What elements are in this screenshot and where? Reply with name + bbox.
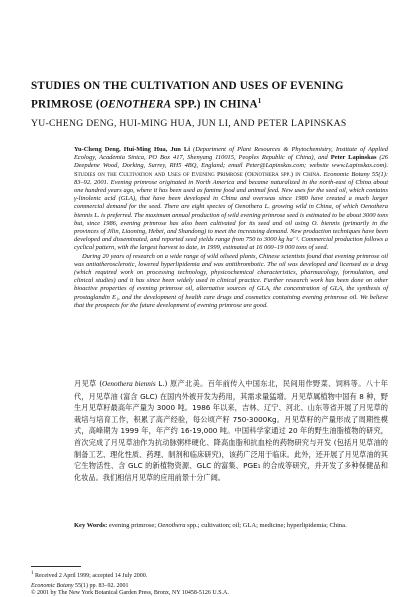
chinese-abstract xyxy=(74,378,388,483)
abstract-affiliation: (Department of Plant Resources & Phytochemistry, Institute of Applied Ecology, Academia Sinica, PO Box 417, Shenyang 110015, Peoples Republic of China), and xyxy=(74,146,388,162)
received-footnote xyxy=(31,570,391,580)
article-title xyxy=(31,79,391,113)
footnote-mark: 1 xyxy=(31,571,34,576)
cn-abstract-latin: Oenothera biennis xyxy=(102,380,156,388)
title-footnote-mark: 1 xyxy=(257,97,262,105)
journal-volume: 55(1) pp. 83–92. 2001 xyxy=(73,583,129,589)
keywords-pre: evening primrose; xyxy=(107,522,158,529)
author-line: YU-CHENG DENG, HUI-MING HUA, JUN LI, AND PETER LAPINSKAS xyxy=(31,118,347,129)
abstract-ref-title: Studies on the Cultivation and Uses of Evening Primrose (Oenothera spp.) in China. xyxy=(74,170,322,178)
abstract-paragraph-1 xyxy=(74,146,388,253)
title-genus: OENOTHERA xyxy=(99,98,172,111)
title-line-1: STUDIES ON THE CULTIVATION AND USES OF EVENING xyxy=(31,80,344,92)
english-abstract xyxy=(74,146,388,310)
abstract-body-1: Evening primrose originated in North America and became naturalized in the north-east of China about one hundred years ago, where it has been used as famine food and animal feed. New uses for the seed oil, which contains γ-linolenic acid (GLA), that have been developed in China and overseas since 1980 have created a much larger commercial demand for the seed. There are eight species of Oenothera L. growing wild in China, of which Oenothera biennis L. is preferred. The maximum annual production of wild evening primrose seed is estimated to be about 3000 tons but, since 1986, evening primrose has also been cultivated for its seed and oil using O. biennis (primarily in the provinces of Jilin, Liaoning, Hebei, and Shandong) to meet the increasing demand. New production techniques have been developed and disseminated, and reported seed yields range from 750 to 3000 kg ha⁻¹. Commercial production follows a cyclical pattern, with the largest harvest to date, in 1999, estimated at 16 000–19 000 tons of seed. xyxy=(74,178,388,252)
journal-info xyxy=(31,583,391,597)
abstract-contact: (26 Deepdene Wood, Dorking, Surrey, RH5 4BQ, England; email Peter@Lapinskas.com; website www.Lapinskas.com). xyxy=(74,154,388,170)
journal-name: Economic Botany xyxy=(31,583,74,589)
cn-abstract-body: L.) 原产北美。百年前传入中国东北，民间用作野菜、饲料等。八十年代，月见草油 (富含 GLC) 在国内外被开发为药用，其需求量猛增。月见草属植物中国有 8 种，野生月见草籽最高年产量为 3000 吨。1986 年以来，吉林、辽宁、河北、山东等省开展了月见草的栽培与培育工作，积累了高产经验，每公顷产籽 750-3000Kg。月见草籽的产量形成了周期性模式，高峰期为 1999 年，年产约 16-19,000 吨。中国科学家通过 20 年的野生油脂植物的研究，首次完成了月见草油作为抗动脉粥样硬化、降高血脂和抗血栓的药物研究与开发 (包括月见草油的制备工艺、理化性质、药理、制剂和临床研究)，该药广泛用于临床。此外，还开展了月见草油的其它生物活性、含 GLC 的新植物资源、GLC 的富集、PGE₁ 的合成等研究，并开发了多种保健品和化妆品。我们相信月见草的应用前景十分广阔。 xyxy=(74,379,388,482)
footnote-divider xyxy=(31,566,81,567)
title-line-2 xyxy=(31,94,391,113)
journal-citation xyxy=(31,583,391,590)
abstract-paragraph-2: During 20 years of research on a wide range of wild oilseed plants, Chinese scientists found that evening primrose oil was antiatherosclerotic, lowered hyperlipidemia and was antithrombotic. The oil was developed and licensed as a drug (which required work on processing technology, physicochemical characteristics, pharmacology, formulation, and clinical studies) and it has since been widely used in clinical practice. Further research work has been done on other bioactive properties of evening primrose oil, alternative sources of GLA, the concentration of GLA, the synthesis of prostaglandin E₁, and the development of health care drugs and cosmetics containing evening primrose oil. We believe that the prospects for the future development of evening primrose are good. xyxy=(74,252,388,309)
copyright-line: © 2001 by The New York Botanical Garden Press, Bronx, NY 10458-5126 U.S.A. xyxy=(31,590,229,596)
keywords xyxy=(74,522,388,530)
abstract-ref-journal: Economic Botany 55(1): 83–92. 2001. xyxy=(74,170,388,186)
keywords-label: Key Words: xyxy=(74,522,108,529)
cn-abstract-pre: 月见草 ( xyxy=(74,379,103,388)
keywords-genus: Oenothera xyxy=(157,522,186,529)
abstract-author-last: Peter Lapinskas xyxy=(330,154,377,162)
title-line-2-post: SPP.) IN CHINA xyxy=(171,98,258,111)
title-line-2-pre: PRIMROSE ( xyxy=(31,98,100,111)
keywords-post: spp.; cultivation; oil; GLA; medicine; hyperlipidemia; China. xyxy=(185,522,347,529)
footnote-text: Received 2 April 1999; accepted 14 July 2000. xyxy=(33,573,148,579)
abstract-author-names: Yu-Cheng Deng, Hui-Ming Hua, Jun Li xyxy=(74,146,190,153)
